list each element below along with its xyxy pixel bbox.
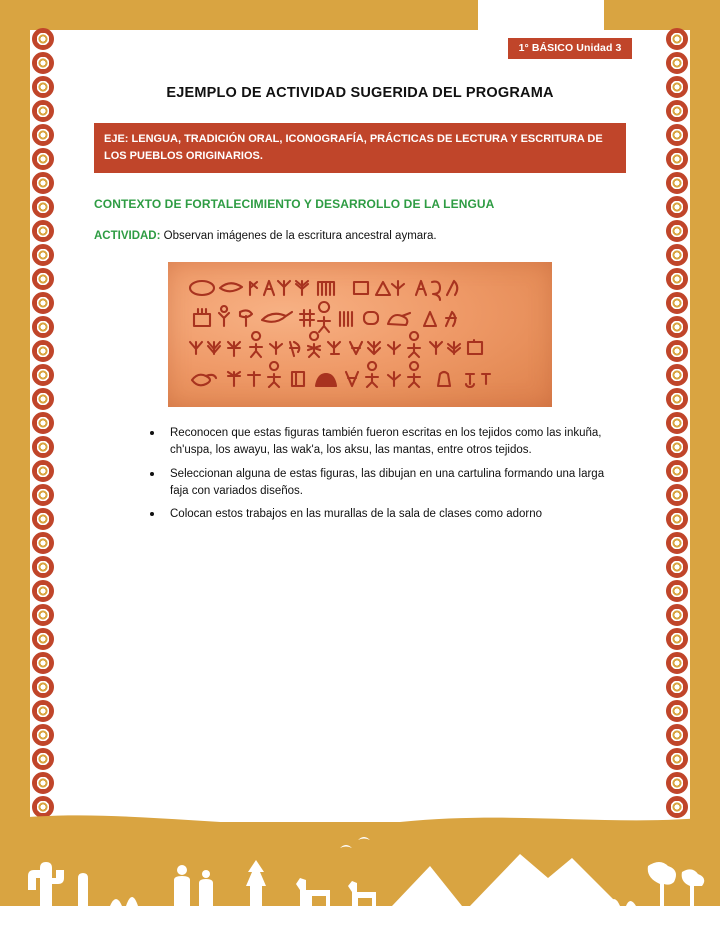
- bead-motif-icon: [666, 436, 688, 458]
- bead-motif-icon: [666, 364, 688, 386]
- left-decorative-column: [0, 0, 30, 932]
- bead-motif-icon: [32, 196, 54, 218]
- bead-motif-icon: [32, 508, 54, 530]
- bead-motif-icon: [666, 268, 688, 290]
- bead-motif-icon: [666, 52, 688, 74]
- bead-motif-icon: [32, 628, 54, 650]
- bottom-footer-strip: [0, 906, 720, 932]
- left-bead-pattern: [30, 28, 56, 828]
- bead-motif-icon: [666, 316, 688, 338]
- bead-motif-icon: [666, 556, 688, 578]
- bead-motif-icon: [32, 700, 54, 722]
- bead-motif-icon: [666, 532, 688, 554]
- list-item: Reconocen que estas figuras también fueron escritas en los tejidos como las inkuña, ch'uspa, los awayu, las wak'a, los aksu, las mantas, entre otros tejidos.: [148, 425, 625, 460]
- bead-motif-icon: [666, 484, 688, 506]
- bead-motif-icon: [666, 652, 688, 674]
- bead-motif-icon: [666, 460, 688, 482]
- bead-motif-icon: [32, 220, 54, 242]
- top-decorative-band: [0, 0, 720, 30]
- bead-motif-icon: [32, 124, 54, 146]
- bead-motif-icon: [32, 580, 54, 602]
- bead-motif-icon: [666, 172, 688, 194]
- bead-motif-icon: [32, 724, 54, 746]
- activity-line: [94, 230, 654, 242]
- list-item: Seleccionan alguna de estas figuras, las dibujan en una cartulina formando una larga faja con variados diseños.: [148, 466, 625, 501]
- bead-motif-icon: [666, 508, 688, 530]
- eje-banner: EJE: LENGUA, TRADICIÓN ORAL, ICONOGRAFÍA, PRÁCTICAS DE LECTURA Y ESCRITURA DE LOS PUEBLOS ORIGINARIOS.: [94, 123, 626, 173]
- bead-motif-icon: [32, 460, 54, 482]
- bead-motif-icon: [32, 748, 54, 770]
- bead-motif-icon: [666, 628, 688, 650]
- bead-motif-icon: [32, 532, 54, 554]
- bead-motif-icon: [666, 388, 688, 410]
- bead-motif-icon: [666, 748, 688, 770]
- activity-text: Observan imágenes de la escritura ancestral aymara.: [160, 230, 437, 242]
- document-content: [66, 30, 654, 529]
- bead-motif-icon: [666, 604, 688, 626]
- bead-motif-icon: [666, 412, 688, 434]
- right-bead-pattern: [664, 28, 690, 828]
- bead-motif-icon: [666, 124, 688, 146]
- page-title: EJEMPLO DE ACTIVIDAD SUGERIDA DEL PROGRAMA: [166, 85, 554, 101]
- bead-motif-icon: [666, 676, 688, 698]
- bead-motif-icon: [32, 100, 54, 122]
- bead-motif-icon: [666, 292, 688, 314]
- bead-motif-icon: [32, 556, 54, 578]
- bead-motif-icon: [666, 580, 688, 602]
- bead-motif-icon: [666, 76, 688, 98]
- bead-motif-icon: [32, 292, 54, 314]
- bead-motif-icon: [32, 316, 54, 338]
- bead-motif-icon: [666, 28, 688, 50]
- bead-motif-icon: [666, 196, 688, 218]
- activity-bullet-list: [66, 425, 654, 523]
- bead-motif-icon: [666, 340, 688, 362]
- bead-motif-icon: [32, 172, 54, 194]
- bead-motif-icon: [32, 76, 54, 98]
- bead-motif-icon: [32, 268, 54, 290]
- top-band-notch: [478, 0, 604, 30]
- bead-motif-icon: [666, 244, 688, 266]
- bead-motif-icon: [32, 412, 54, 434]
- bead-motif-icon: [666, 772, 688, 794]
- bead-motif-icon: [666, 148, 688, 170]
- bead-motif-icon: [32, 652, 54, 674]
- bead-motif-icon: [32, 772, 54, 794]
- context-heading: CONTEXTO DE FORTALECIMIENTO Y DESARROLLO DE LA LENGUA: [94, 197, 495, 211]
- unit-badge: 1° BÁSICO Unidad 3: [508, 38, 632, 59]
- bead-motif-icon: [666, 724, 688, 746]
- bead-motif-icon: [32, 388, 54, 410]
- aymara-glyph-rows: [168, 262, 552, 407]
- right-decorative-column: [690, 0, 720, 932]
- aymara-script-image: [168, 262, 552, 407]
- bead-motif-icon: [32, 244, 54, 266]
- bead-motif-icon: [32, 436, 54, 458]
- figure-container: [66, 262, 654, 407]
- bead-motif-icon: [32, 484, 54, 506]
- activity-separator: :: [156, 230, 161, 242]
- list-item: Colocan estos trabajos en las murallas de la sala de clases como adorno: [148, 506, 625, 523]
- bead-motif-icon: [666, 100, 688, 122]
- bead-motif-icon: [32, 28, 54, 50]
- bead-motif-icon: [666, 700, 688, 722]
- bead-motif-icon: [32, 676, 54, 698]
- bead-motif-icon: [32, 52, 54, 74]
- bead-motif-icon: [666, 220, 688, 242]
- bead-motif-icon: [32, 364, 54, 386]
- bead-motif-icon: [32, 604, 54, 626]
- bead-motif-icon: [32, 340, 54, 362]
- activity-label: ACTIVIDAD: [94, 230, 157, 242]
- andean-landscape-silhouette: [0, 828, 720, 906]
- bead-motif-icon: [32, 148, 54, 170]
